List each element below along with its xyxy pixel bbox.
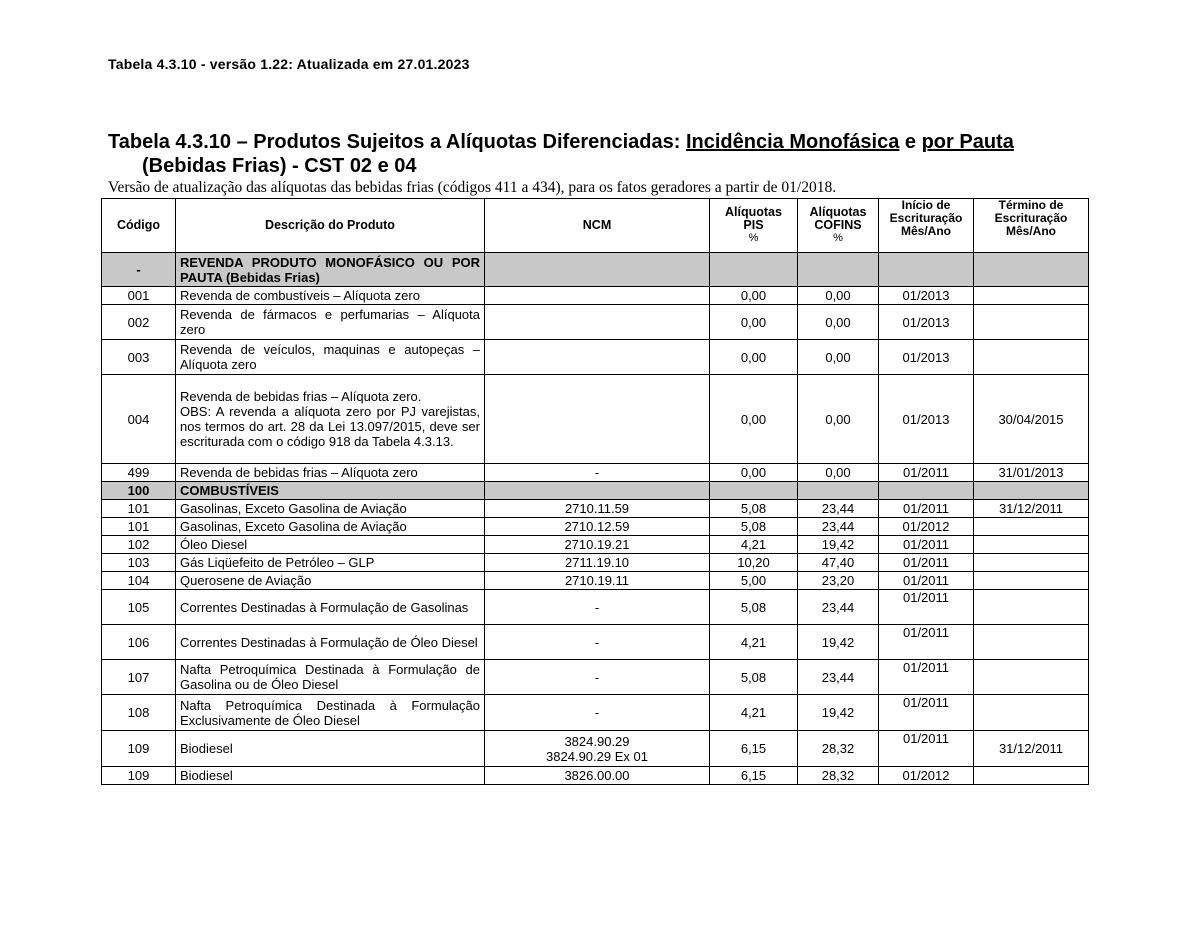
- cell-cofins: 0,00: [798, 375, 879, 464]
- cell-descricao: Correntes Destinadas à Formulação de Gasolinas: [176, 590, 485, 625]
- col-header-inicio-line2: Escrituração: [889, 211, 963, 225]
- rates-table: [101, 198, 1089, 785]
- cell-cofins: 0,00: [798, 464, 879, 482]
- cell-inicio: 01/2012: [879, 767, 974, 785]
- title-underlined-monofasica: Incidência Monofásica: [685, 131, 900, 153]
- table-row: [102, 340, 1089, 375]
- cell-cofins: 19,42: [798, 695, 879, 731]
- table-row: [102, 500, 1089, 518]
- cell-codigo: -: [102, 253, 176, 287]
- cell-termino: [974, 660, 1089, 695]
- cell-pis: 5,08: [710, 660, 798, 695]
- cell-termino: [974, 590, 1089, 625]
- cell-ncm: [485, 287, 710, 305]
- table-row: [102, 572, 1089, 590]
- cell-pis: 0,00: [710, 464, 798, 482]
- cell-codigo: 101: [102, 518, 176, 536]
- cell-termino: [974, 340, 1089, 375]
- cell-descricao: [176, 375, 485, 464]
- cell-descricao: Revenda de combustíveis – Alíquota zero: [176, 287, 485, 305]
- cell-inicio: 01/2012: [879, 518, 974, 536]
- table-row: [102, 253, 1089, 287]
- cell-cofins: 28,32: [798, 767, 879, 785]
- col-header-cofins-line3: %: [833, 232, 843, 244]
- cell-pis: 6,15: [710, 731, 798, 767]
- cell-ncm: 2710.11.59: [485, 500, 710, 518]
- col-header-inicio: [879, 199, 974, 253]
- cell-pis: [710, 482, 798, 500]
- cell-termino: [974, 253, 1089, 287]
- col-header-pis: [710, 199, 798, 253]
- cell-ncm-line: 3824.90.29: [564, 733, 630, 749]
- cell-pis: 4,21: [710, 625, 798, 660]
- col-header-cofins: [798, 199, 879, 253]
- table-header-row: [102, 199, 1089, 253]
- col-header-descricao: Descrição do Produto: [176, 199, 485, 253]
- cell-cofins: [798, 253, 879, 287]
- document-header: Tabela 4.3.10 - versão 1.22: Atualizada em 27.01.2023: [108, 56, 470, 72]
- cell-descricao: Gás Liqüefeito de Petróleo – GLP: [176, 554, 485, 572]
- table-row: [102, 660, 1089, 695]
- cell-cofins: 19,42: [798, 625, 879, 660]
- cell-ncm: 2711.19.10: [485, 554, 710, 572]
- table-row: [102, 518, 1089, 536]
- cell-ncm: -: [485, 590, 710, 625]
- cell-ncm: -: [485, 464, 710, 482]
- cell-descricao: Revenda de bebidas frias – Alíquota zero: [176, 464, 485, 482]
- cell-ncm: [485, 340, 710, 375]
- cell-descricao: Gasolinas, Exceto Gasolina de Aviação: [176, 518, 485, 536]
- cell-pis: 0,00: [710, 305, 798, 340]
- cell-inicio: 01/2011: [879, 572, 974, 590]
- cell-descricao: Biodiesel: [176, 731, 485, 767]
- cell-termino: [974, 695, 1089, 731]
- cell-pis: 5,08: [710, 500, 798, 518]
- cell-termino: 31/01/2013: [974, 464, 1089, 482]
- cell-codigo: 103: [102, 554, 176, 572]
- col-header-codigo: Código: [102, 199, 176, 253]
- cell-termino: [974, 287, 1089, 305]
- cell-inicio: 01/2013: [879, 375, 974, 464]
- cell-inicio: 01/2011: [879, 554, 974, 572]
- cell-termino: [974, 572, 1089, 590]
- cell-cofins: 23,44: [798, 500, 879, 518]
- cell-pis: 4,21: [710, 536, 798, 554]
- col-header-pis-line2: PIS: [743, 218, 764, 232]
- cell-ncm: 2710.12.59: [485, 518, 710, 536]
- cell-termino: [974, 625, 1089, 660]
- cell-descricao: Óleo Diesel: [176, 536, 485, 554]
- cell-inicio: 01/2013: [879, 305, 974, 340]
- cell-descricao: Biodiesel: [176, 767, 485, 785]
- subtitle-note: Versão de atualização das alíquotas das bebidas frias (códigos 411 a 434), para os fatos geradores a partir de 01/2018.: [108, 179, 837, 196]
- cell-codigo: 001: [102, 287, 176, 305]
- cell-ncm: -: [485, 695, 710, 731]
- cell-descricao: REVENDA PRODUTO MONOFÁSICO OU POR PAUTA (Bebidas Frias): [176, 253, 485, 287]
- cell-cofins: [798, 482, 879, 500]
- cell-termino: [974, 305, 1089, 340]
- title-underlined-pauta: por Pauta: [921, 131, 1014, 153]
- cell-inicio: 01/2013: [879, 287, 974, 305]
- cell-pis: [710, 253, 798, 287]
- table-row: [102, 305, 1089, 340]
- cell-codigo: 107: [102, 660, 176, 695]
- page-title: [108, 130, 1098, 178]
- cell-inicio: 01/2011: [879, 625, 974, 660]
- cell-termino: 30/04/2015: [974, 375, 1089, 464]
- cell-codigo: 105: [102, 590, 176, 625]
- cell-termino: [974, 482, 1089, 500]
- cell-cofins: 23,44: [798, 518, 879, 536]
- cell-descricao: Revenda de veículos, maquinas e autopeças – Alíquota zero: [176, 340, 485, 375]
- cell-cofins: 28,32: [798, 731, 879, 767]
- table-row: [102, 375, 1089, 464]
- cell-ncm: [485, 305, 710, 340]
- table-row: [102, 554, 1089, 572]
- col-header-termino: [974, 199, 1089, 253]
- cell-termino: 31/12/2011: [974, 500, 1089, 518]
- table-row: [102, 625, 1089, 660]
- cell-inicio: 01/2013: [879, 340, 974, 375]
- cell-descricao-line: Revenda de bebidas frias – Alíquota zero.: [180, 389, 422, 404]
- cell-termino: 31/12/2011: [974, 731, 1089, 767]
- cell-ncm: 2710.19.11: [485, 572, 710, 590]
- col-header-pis-line3: %: [748, 232, 759, 244]
- cell-termino: [974, 554, 1089, 572]
- table-row: [102, 767, 1089, 785]
- cell-descricao: COMBUSTÍVEIS: [176, 482, 485, 500]
- cell-ncm-line: 3824.90.29 Ex 01: [546, 748, 648, 764]
- table-row: [102, 464, 1089, 482]
- table-row: [102, 695, 1089, 731]
- cell-inicio: 01/2011: [879, 731, 974, 767]
- table-row: [102, 731, 1089, 767]
- cell-inicio: 01/2011: [879, 660, 974, 695]
- cell-codigo: 003: [102, 340, 176, 375]
- cell-inicio: [879, 482, 974, 500]
- cell-cofins: 47,40: [798, 554, 879, 572]
- cell-codigo: 104: [102, 572, 176, 590]
- cell-codigo: 109: [102, 767, 176, 785]
- title-prefix: Tabela 4.3.10 – Produtos Sujeitos a Alíquotas Diferenciadas:: [108, 131, 686, 153]
- cell-codigo: 101: [102, 500, 176, 518]
- col-header-pis-line1: Alíquotas: [725, 205, 782, 219]
- cell-inicio: 01/2011: [879, 536, 974, 554]
- title-mid: e: [899, 131, 922, 153]
- table-row: [102, 287, 1089, 305]
- col-header-inicio-line1: Início de: [901, 198, 951, 212]
- cell-cofins: 23,20: [798, 572, 879, 590]
- cell-ncm: 2710.19.21: [485, 536, 710, 554]
- cell-inicio: [879, 253, 974, 287]
- cell-pis: 5,00: [710, 572, 798, 590]
- cell-pis: 6,15: [710, 767, 798, 785]
- cell-descricao: Correntes Destinadas à Formulação de Óleo Diesel: [176, 625, 485, 660]
- cell-pis: 0,00: [710, 340, 798, 375]
- title-line2: (Bebidas Frias) - CST 02 e 04: [142, 155, 417, 177]
- cell-termino: [974, 767, 1089, 785]
- cell-descricao: Gasolinas, Exceto Gasolina de Aviação: [176, 500, 485, 518]
- col-header-termino-line1: Término de: [998, 198, 1064, 212]
- cell-pis: 5,08: [710, 590, 798, 625]
- cell-ncm: [485, 375, 710, 464]
- col-header-termino-line3: Mês/Ano: [1005, 224, 1056, 238]
- cell-descricao: Nafta Petroquímica Destinada à Formulação de Gasolina ou de Óleo Diesel: [176, 660, 485, 695]
- col-header-ncm: NCM: [485, 199, 710, 253]
- cell-cofins: 23,44: [798, 590, 879, 625]
- col-header-cofins-line2: COFINS: [814, 218, 862, 232]
- col-header-cofins-line1: Alíquotas: [809, 205, 867, 219]
- col-header-termino-line2: Escrituração: [994, 211, 1068, 225]
- cell-pis: 10,20: [710, 554, 798, 572]
- col-header-inicio-line3: Mês/Ano: [900, 224, 951, 238]
- table-row: [102, 536, 1089, 554]
- cell-cofins: 0,00: [798, 287, 879, 305]
- table-row: [102, 482, 1089, 500]
- cell-codigo: 109: [102, 731, 176, 767]
- cell-inicio: 01/2011: [879, 500, 974, 518]
- cell-inicio: 01/2011: [879, 590, 974, 625]
- cell-cofins: 0,00: [798, 305, 879, 340]
- cell-ncm: -: [485, 660, 710, 695]
- cell-descricao-obs: OBS: A revenda a alíquota zero por PJ varejistas, nos termos do art. 28 da Lei 13.097/2015, deve ser escriturada com o código 918 da Tabela 4.3.13.: [180, 404, 480, 449]
- cell-codigo: 004: [102, 375, 176, 464]
- cell-codigo: 499: [102, 464, 176, 482]
- cell-codigo: 102: [102, 536, 176, 554]
- table-row: [102, 590, 1089, 625]
- cell-codigo: 002: [102, 305, 176, 340]
- cell-inicio: 01/2011: [879, 464, 974, 482]
- cell-inicio: 01/2011: [879, 695, 974, 731]
- cell-ncm: [485, 731, 710, 767]
- cell-codigo: 108: [102, 695, 176, 731]
- cell-cofins: 0,00: [798, 340, 879, 375]
- cell-pis: 0,00: [710, 287, 798, 305]
- cell-pis: 4,21: [710, 695, 798, 731]
- cell-ncm: [485, 482, 710, 500]
- cell-cofins: 23,44: [798, 660, 879, 695]
- cell-termino: [974, 536, 1089, 554]
- cell-codigo: 106: [102, 625, 176, 660]
- cell-ncm: 3826.00.00: [485, 767, 710, 785]
- cell-descricao: Querosene de Aviação: [176, 572, 485, 590]
- cell-pis: 0,00: [710, 375, 798, 464]
- cell-termino: [974, 518, 1089, 536]
- cell-ncm: [485, 253, 710, 287]
- cell-ncm: -: [485, 625, 710, 660]
- cell-codigo: 100: [102, 482, 176, 500]
- cell-cofins: 19,42: [798, 536, 879, 554]
- cell-descricao: Nafta Petroquímica Destinada à Formulação Exclusivamente de Óleo Diesel: [176, 695, 485, 731]
- cell-descricao: Revenda de fármacos e perfumarias – Alíquota zero: [176, 305, 485, 340]
- cell-pis: 5,08: [710, 518, 798, 536]
